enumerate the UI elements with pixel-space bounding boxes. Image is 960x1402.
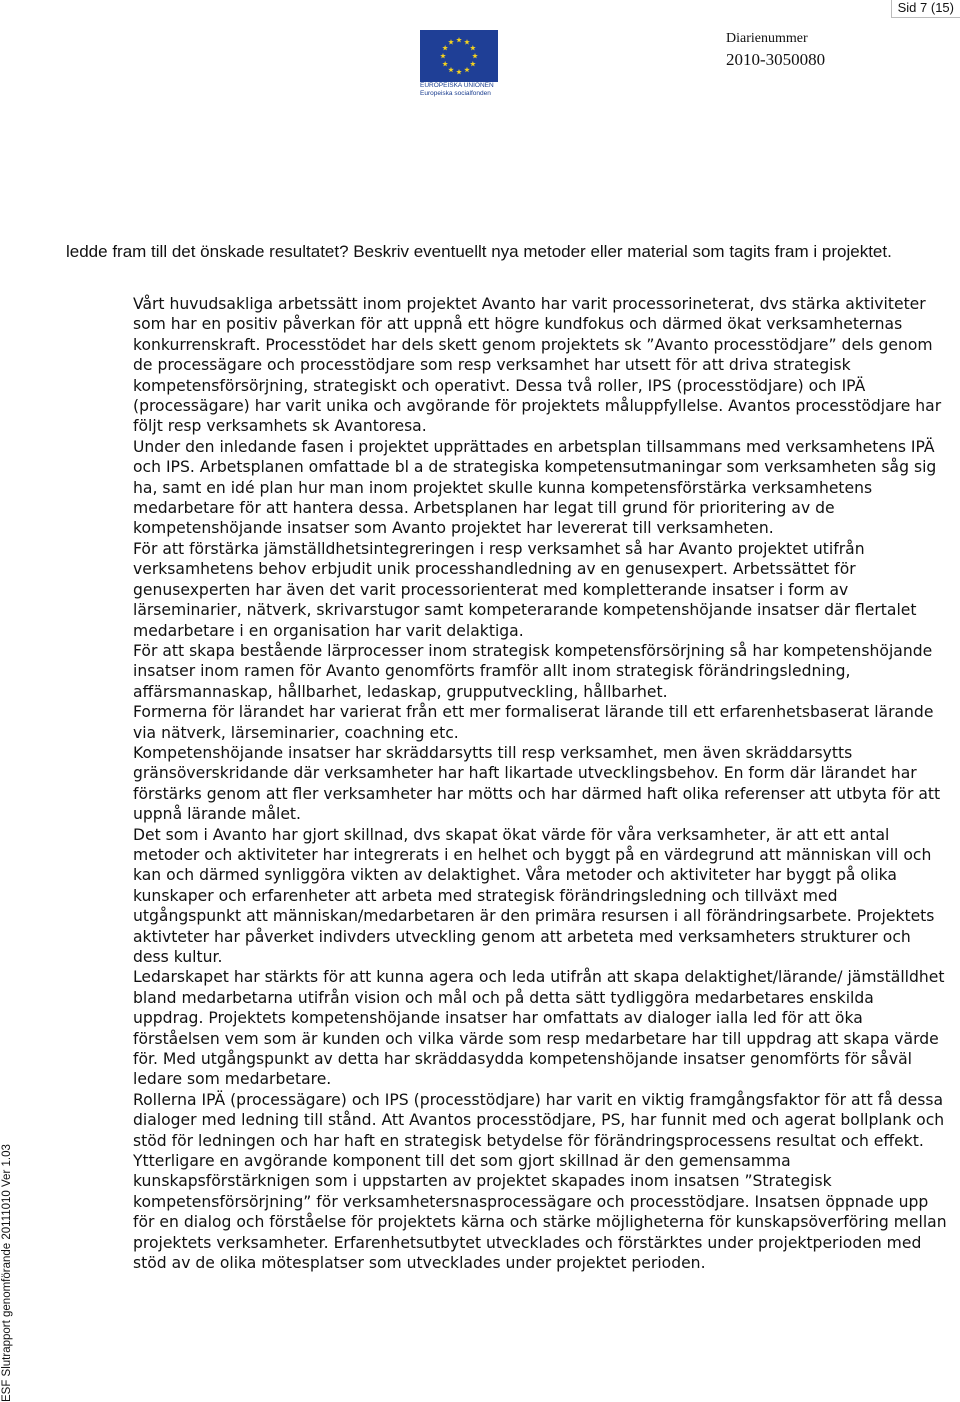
diarie-number: 2010-3050080 xyxy=(726,50,826,69)
side-version-text: ESF Slutrapport genomförande 20111010 Ver 1.03 xyxy=(1,1144,13,1402)
answer-body xyxy=(133,294,948,1274)
eu-logo xyxy=(418,30,500,98)
paragraph: Formerna för lärandet har varierat från ett mer formaliserat lärande till ett erfarenhetsbaserat lärande via nätverk, lärseminarier, coachning etc. xyxy=(133,703,934,742)
eu-logo-line2: Europeiska socialfonden xyxy=(420,90,491,97)
paragraph: Ytterligare en avgörande komponent till det som gjort skillnad är den gemensamma kunskapsförstärknigen som i uppstarten av projektet skapades inom insatsen ”Strategisk kompetensförsörjning” för verksamhetersnasprocessägare och processtödjare. Insatsen öppnade upp för en dialog och förståelse för projektets kärna och stärke möjligheterna för kunskapsöverföring mellan projektets verksamheter. Erfarenhetsutbytet utvecklades och förstärktes under projektperioden med stöd av de olika mötesplatser som utvecklades under projektet perioden. xyxy=(133,1152,947,1273)
paragraph: Det som i Avanto har gjort skillnad, dvs skapat ökat värde för våra verksamheter, är att ett antal metoder och aktiviteter har integrerats i en helhet och byggt på en värdegrund att människan vill och kan och därmed synliggöra vikten av delaktighet. Våra metoder och aktiviteter har byggt på olika kunskaper och erfarenheter att arbeta med strategisk förändringsledning och tillväxt med utgångspunkt att människan/medarbetaren är den primära resursen i all förändringsarbete. Projektets aktivteter har påverket indivders utveckling genom att arbeteta med verksamheters strukturer och dess kultur. xyxy=(133,825,935,966)
paragraph: För att skapa bestående lärprocesser inom strategisk kompetensförsörjning så har kompetenshöjande insatser inom ramen för Avanto genomförts framför allt inom strategisk förändringsledning, affärsmannaskap, hållbarhet, ledaskap, grupputveckling, hållbarhet. xyxy=(133,641,933,701)
paragraph: Rollerna IPÄ (processägare) och IPS (processtödjare) har varit en viktig framgångsfaktor för att få dessa dialoger med ledning till stånd. Att Avantos processtödjare, PS, har funnit med och agerat bollplank och stöd för ledningen och har haft en strategisk betydelse för förändringsprocessens resultat och effekt. xyxy=(133,1090,945,1150)
paragraph: Vårt huvudsakliga arbetssätt inom projektet Avanto har varit processorineterat, dvs stärka aktiviteter som har en positiv påverkan för att uppnå ett högre kundfokus och därmed ökat verksamheternas konkurrenskraft. Processtödet har dels skett genom projektets sk ”Avanto processtödjare” dels genom de processägare och processtödjare som resp verksamhet har utsett för att driva strategisk kompetensförsörjning, strategiskt och operativt. Dessa två roller, IPS (processtödjare) och IPÄ (processägare) har varit unika och avgörande för projektets måluppfyllelse. Avantos processtödjare har följt resp verksamhets sk Avantoresa. xyxy=(133,295,942,436)
diarie-label: Diarienummer xyxy=(726,31,808,46)
diarie-block xyxy=(726,30,825,71)
paragraph: Ledarskapet har stärkts för att kunna agera och leda utifrån att skapa delaktighet/lärande/ jämställdhet bland medarbetarna utifrån vision och mål och på detta sätt tydliggöra medarbetares enskilda uppdrag. Projektets kompetenshöjande insatser har omfattats av dialoger ialla led för att öka förståelsen vem som är kunden och vilka värde som resp medarbetare har till uppdrag att skapa värde för. Med utgångspunkt av detta har skräddasydda kompetenshöjande insatser genomförts för såväl ledare som medarbetare. xyxy=(133,968,945,1089)
paragraph: Under den inledande fasen i projektet upprättades en arbetsplan tillsammans med verksamhetens IPÄ och IPS. Arbetsplanen omfattade bl a de strategiska kompetensutmaningar som verksamheten såg sig ha, samt en idé plan hur man inom projektet skulle kunna kompetensförstärka verksamhetens medarbetare för att hantera dessa. Arbetsplanen har legat till grund för prioritering av de kompetenshöjande insatser som Avanto projektet har levererat till verksamheten. xyxy=(133,437,937,538)
paragraph: Kompetenshöjande insatser har skräddarsytts till resp verksamhet, men även skräddarsytts gränsöverskridande där verksamheter har haft likartade utvecklingsbehov. En form där lärandet har förstärks genom att fler verksamheter har mötts och har därmed haft olika referenser att utbyta för att uppnå lärande målet. xyxy=(133,743,941,824)
eu-flag-icon xyxy=(420,30,498,82)
page-indicator: Sid 7 (15) xyxy=(891,0,960,18)
eu-logo-line1: EUROPEISKA UNIONEN xyxy=(420,82,494,89)
question-intro: ledde fram till det önskade resultatet? Beskriv eventuellt nya metoder eller material som tagits fram i projektet. xyxy=(66,242,892,261)
paragraph: För att förstärka jämställdhetsintegreringen i resp verksamhet så har Avanto projektet utifrån verksamhetens behov erbjudit unik processhandledning av en genusexpert. Arbetssättet för genusexperten har även det varit processorienterat med kompletterande insatser i form av lärseminarier, nätverk, skrivarstugor samt kompeterarande kompetenshöjande insatser där flertalet medarbetare i en organisation har varit delaktiga. xyxy=(133,539,917,640)
